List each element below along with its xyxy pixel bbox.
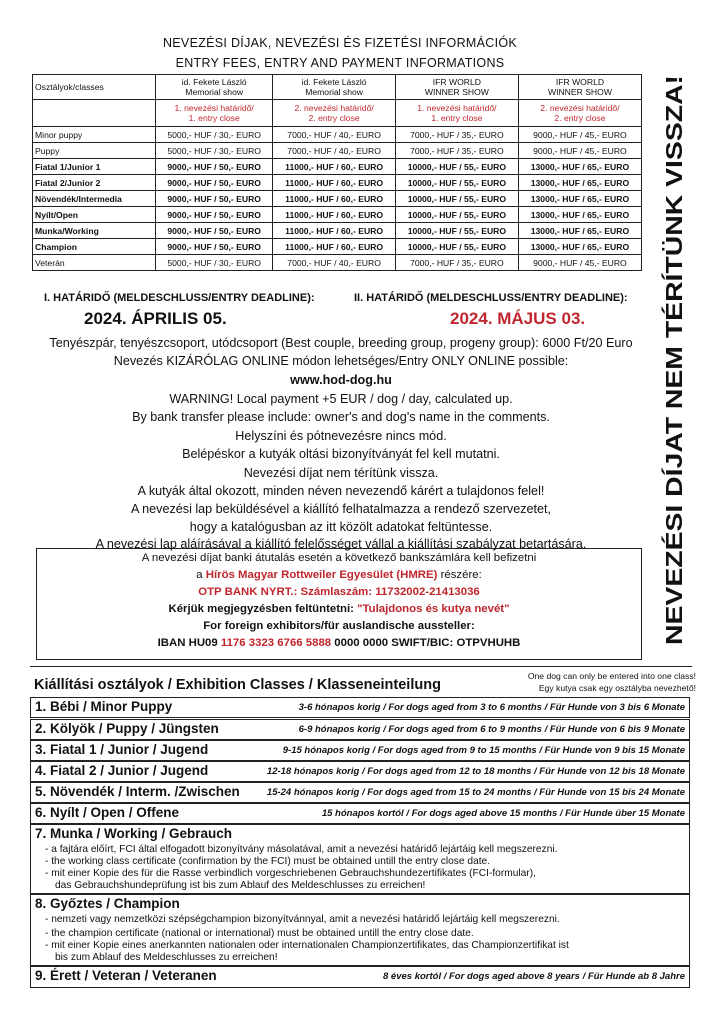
fee-row: Puppy 5000,- HUF / 30,- EURO 7000,- HUF / 40,- EURO 7000,- HUF / 35,- EURO 9000,- HUF / 45,- EURO xyxy=(33,143,642,159)
exhibition-classes-title: Kiállítási osztályok / Exhibition Classes / Klasseneinteilung xyxy=(34,677,441,693)
info-line: Nevezés KIZÁRÓLAG ONLINE módon lehetséges/Entry ONLY ONLINE possible: xyxy=(113,354,569,368)
deadline-2-date: 2024. MÁJUS 03. xyxy=(450,309,586,328)
bank-line: a Hírös Magyar Rottweiler Egyesület (HMRE) részére: xyxy=(196,569,482,581)
one-class-note: One dog can only be entered into one class! xyxy=(527,671,696,681)
fee-row: Munka/Working 9000,- HUF / 50,- EURO 11000,- HUF / 60,- EURO 10000,- HUF / 55,- EURO 13000,- HUF / 65,- EURO xyxy=(33,223,642,239)
class-age: 6-9 hónapos korig / For dogs aged from 6 to 9 months / Für Hunde von 6 bis 9 Monate xyxy=(298,724,685,735)
class-label: 5. Növendék / Interm. /Zwischen xyxy=(35,784,240,799)
class-row-champion xyxy=(30,894,690,966)
fee-row: Fiatal 1/Junior 1 9000,- HUF / 50,- EURO 11000,- HUF / 60,- EURO 10000,- HUF / 55,- EURO 13000,- HUF / 65,- EURO xyxy=(33,159,642,175)
fee-row: Növendék/Intermedia 9000,- HUF / 50,- EURO 11000,- HUF / 60,- EURO 10000,- HUF / 55,- EURO 13000,- HUF / 65,- EURO xyxy=(33,191,642,207)
deadline-2-label: II. HATÁRIDŐ (MELDESCHLUSS/ENTRY DEADLINE): xyxy=(354,292,628,304)
class-requirement: - the working class certificate (confirmation by the FCI) must be obtained untill the entry close date. xyxy=(45,856,491,867)
class-label: 3. Fiatal 1 / Junior / Jugend xyxy=(35,742,209,757)
info-line: By bank transfer please include: owner's and dog's name in the comments. xyxy=(132,410,550,424)
class-age: 9-15 hónapos korig / For dogs aged from 9 to 15 months / Für Hunde von 9 bis 15 Monate xyxy=(282,745,685,756)
class-row xyxy=(30,740,690,761)
website-link[interactable]: www.hod-dog.hu xyxy=(290,373,392,387)
entry-close-cell: 1. nevezési határidő/ 1. entry close xyxy=(156,100,273,127)
bank-line: A nevezési díjat banki átutalás esetén a következő bankszámlára kell befizetni xyxy=(141,552,537,564)
class-label: 9. Érett / Veteran / Veteranen xyxy=(35,968,217,983)
class-age: 15-24 hónapos korig / For dogs aged from 15 to 24 months / Für Hunde von 15 bis 24 Monate xyxy=(266,787,685,798)
bank-info-box xyxy=(36,548,642,660)
class-requirement: das Gebrauchshundeprüfung ist bis zum Ablauf des Meldeschlusses zu erreichen! xyxy=(55,880,426,891)
class-row xyxy=(30,697,690,718)
no-refund-text: NEVEZÉSI DÍJAT NEM TÉRÍTÜNK VISSZA! xyxy=(661,182,687,645)
class-row xyxy=(30,719,690,740)
one-class-note-hu: Egy kutya csak egy osztályba nevezhető! xyxy=(538,683,696,693)
info-line: A kutyák által okozott, minden néven nevezendő kárért a tulajdonos felel! xyxy=(137,484,545,498)
info-line: A nevezési lap beküldésével a kiállító felhatalmazza a rendező szervezetet, xyxy=(130,502,552,516)
iban-line: IBAN HU09 1176 3323 6766 5888 0000 0000 SWIFT/BIC: OTPVHUHB xyxy=(157,637,521,649)
class-row xyxy=(30,761,690,782)
club-name: Hírös Magyar Rottweiler Egyesület (HMRE) xyxy=(205,569,438,581)
fee-row: Fiatal 2/Junior 2 9000,- HUF / 50,- EURO 11000,- HUF / 60,- EURO 10000,- HUF / 55,- EURO 13000,- HUF / 65,- EURO xyxy=(33,175,642,191)
info-line: A nevezési lap aláírásával a kiállító felelősséget vállal a kiállítási szabályzat betartására. xyxy=(95,537,587,551)
no-refund-vertical-banner xyxy=(642,70,698,650)
class-requirement: - mit einer Kopie des für die Rasse verbindlich vorgeschriebenen Gebrauchshundezertifikates (FCI-formular), xyxy=(45,868,536,879)
class-row xyxy=(30,966,690,988)
info-line: hogy a katalógusban az itt közölt adatokat feltüntesse. xyxy=(189,520,493,534)
divider xyxy=(30,666,692,667)
show-header: id. Fekete László Memorial show xyxy=(156,75,273,100)
entry-close-cell: 1. nevezési határidő/ 1. entry close xyxy=(395,100,518,127)
class-column-header: Osztályok/classes xyxy=(33,75,156,100)
deadline-1-label: I. HATÁRIDŐ (MELDESCHLUSS/ENTRY DEADLINE): xyxy=(44,292,315,304)
class-age: 3-6 hónapos korig / For dogs aged from 3 to 6 months / Für Hunde von 3 bis 6 Monate xyxy=(298,702,685,713)
fee-row: Champion 9000,- HUF / 50,- EURO 11000,- HUF / 60,- EURO 10000,- HUF / 55,- EURO 13000,- HUF / 65,- EURO xyxy=(33,239,642,255)
fee-row: Nyílt/Open 9000,- HUF / 50,- EURO 11000,- HUF / 60,- EURO 10000,- HUF / 55,- EURO 13000,- HUF / 65,- EURO xyxy=(33,207,642,223)
bank-line: For foreign exhibitors/für auslandische aussteller: xyxy=(203,620,475,632)
fee-table-header-row xyxy=(33,75,642,100)
entry-close-cell: 2. nevezési határidő/ 2. entry close xyxy=(273,100,396,127)
class-age: 15 hónapos kortól / For dogs aged above 15 months / Für Hunde über 15 Monate xyxy=(321,808,685,819)
show-header: IFR WORLD WINNER SHOW xyxy=(395,75,518,100)
entry-fee-table xyxy=(32,74,642,271)
class-row xyxy=(30,803,690,824)
page-title: NEVEZÉSI DÍJAK, NEVEZÉSI ÉS FIZETÉSI INFORMÁCIÓK xyxy=(162,36,518,50)
class-label: 1. Bébi / Minor Puppy xyxy=(35,699,173,714)
deadline-1-date: 2024. ÁPRILIS 05. xyxy=(84,309,227,328)
info-line: Nevezési díjat nem térítünk vissza. xyxy=(243,466,439,480)
fee-row: Veterán 5000,- HUF / 30,- EURO 7000,- HUF / 40,- EURO 7000,- HUF / 35,- EURO 9000,- HUF / 45,- EURO xyxy=(33,255,642,271)
bank-line: Kérjük megjegyzésben feltüntetni: "Tulajdonos és kutya nevét" xyxy=(168,603,510,615)
class-requirement: - mit einer Kopie eines anerkannten nationalen oder internationalen Championzertifikates, das Championzertifikat ist xyxy=(45,940,569,951)
class-label: 8. Győztes / Champion xyxy=(35,896,180,911)
class-requirement: bis zum Ablauf des Meldeschlusses zu erreichen! xyxy=(55,952,278,963)
info-line: WARNING! Local payment +5 EUR / dog / day, calculated up. xyxy=(169,392,513,406)
class-label: 6. Nyílt / Open / Offene xyxy=(35,805,180,820)
fee-row: Minor puppy 5000,- HUF / 30,- EURO 7000,- HUF / 40,- EURO 7000,- HUF / 35,- EURO 9000,- HUF / 45,- EURO xyxy=(33,127,642,143)
show-header: id. Fekete László Memorial show xyxy=(273,75,396,100)
info-line: Belépéskor a kutyák oltási bizonyítványát fel kell mutatni. xyxy=(182,447,500,461)
class-age: 8 éves kortól / For dogs aged above 8 years / Für Hunde ab 8 Jahre xyxy=(383,971,685,982)
class-requirement: - the champion certificate (national or international) must be obtained untill the entry close date. xyxy=(45,928,474,939)
entry-close-row xyxy=(33,100,642,127)
info-line: Tenyészpár, tenyészcsoport, utódcsoport (Best couple, breeding group, progeny group): 6000 Ft/20 Euro xyxy=(49,336,633,350)
class-label: 4. Fiatal 2 / Junior / Jugend xyxy=(35,763,209,778)
entry-close-cell: 2. nevezési határidő/ 2. entry close xyxy=(518,100,641,127)
page-subtitle: ENTRY FEES, ENTRY AND PAYMENT INFORMATIONS xyxy=(175,56,505,70)
show-header: IFR WORLD WINNER SHOW xyxy=(518,75,641,100)
class-row xyxy=(30,782,690,803)
class-requirement: - nemzeti vagy nemzetközi szépségchampion bizonyítvánnyal, amit a nevezési határidő lejártáig kell megszerezni. xyxy=(45,914,560,925)
class-requirement: - a fajtára előírt, FCI által elfogadott bizonyítvány másolatával, amit a nevezési határidő lejártáig kell megszerezni. xyxy=(45,844,558,855)
class-row-working xyxy=(30,824,690,894)
class-age: 12-18 hónapos korig / For dogs aged from 12 to 18 months / Für Hunde von 12 bis 18 Monate xyxy=(266,766,685,777)
class-label: 7. Munka / Working / Gebrauch xyxy=(35,826,233,841)
info-line: Helyszíni és pótnevezésre nincs mód. xyxy=(235,429,447,443)
class-label: 2. Kölyök / Puppy / Jüngsten xyxy=(35,721,219,736)
bank-account: OTP BANK NYRT.: Számlaszám: 11732002-21413036 xyxy=(198,586,480,598)
